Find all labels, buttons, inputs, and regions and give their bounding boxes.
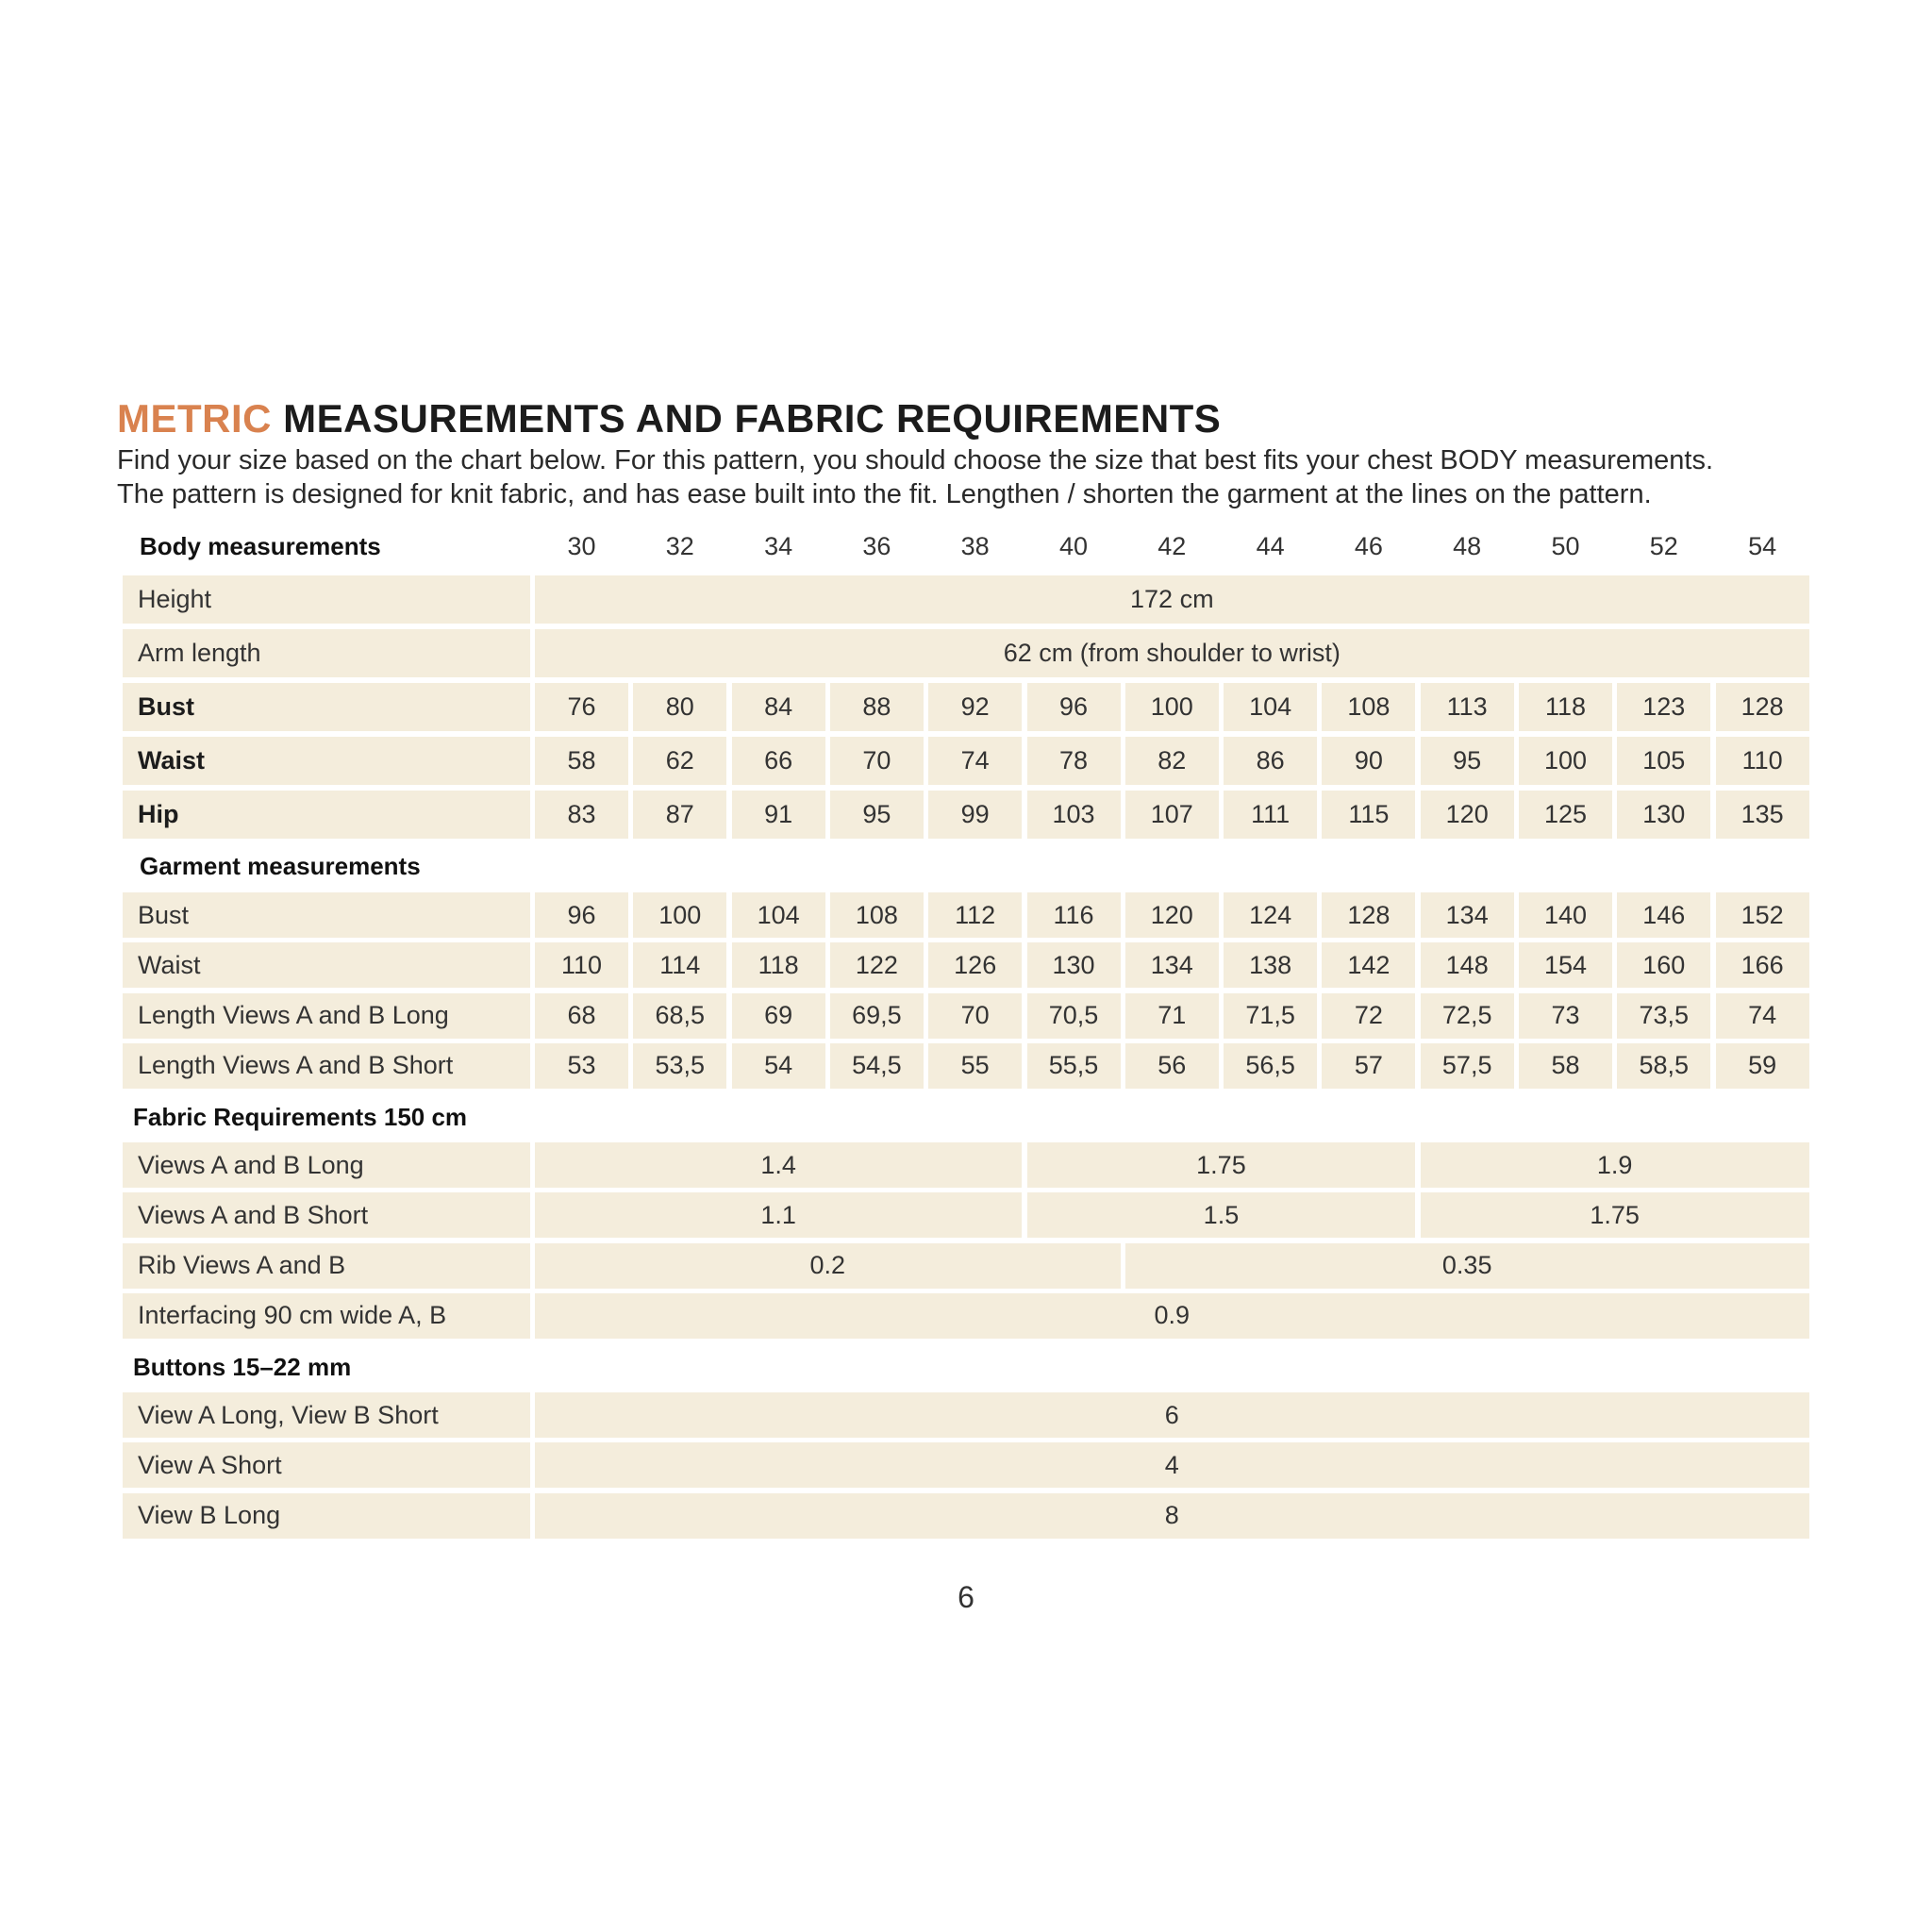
group-value: 0.2 [535, 1243, 1121, 1289]
table-cell: 71,5 [1224, 993, 1317, 1039]
table-cell: 124 [1224, 892, 1317, 938]
table-cell: 69 [732, 993, 825, 1039]
table-cell: 58 [535, 737, 628, 785]
table-cell: 54 [732, 1043, 825, 1089]
section-header-garment: Garment measurements [140, 852, 421, 880]
table-cell: 166 [1716, 942, 1809, 988]
group-value: 1.4 [535, 1142, 1022, 1188]
page-number: 6 [958, 1580, 974, 1614]
table-cell: 58 [1519, 1043, 1612, 1089]
table-cell: 53 [535, 1043, 628, 1089]
table-cell: 76 [535, 683, 628, 731]
table-cell: 112 [928, 892, 1022, 938]
row-label: Views A and B Long [123, 1142, 530, 1188]
row-label: Hip [123, 791, 530, 839]
size-column-header: 40 [1058, 532, 1089, 560]
table-cell: 92 [928, 683, 1022, 731]
group-value: 1.75 [1027, 1142, 1416, 1188]
table-cell: 100 [633, 892, 726, 938]
table-cell: 69,5 [830, 993, 924, 1039]
table-cell: 96 [535, 892, 628, 938]
table-cell: 91 [732, 791, 825, 839]
table-cell: 120 [1421, 791, 1514, 839]
span-value: 6 [535, 1392, 1809, 1438]
size-column-header: 34 [764, 532, 793, 560]
table-cell: 66 [732, 737, 825, 785]
table-cell: 99 [928, 791, 1022, 839]
page-title [117, 396, 1221, 441]
table-cell: 122 [830, 942, 924, 988]
table-cell: 72,5 [1421, 993, 1514, 1039]
row-label: Views A and B Short [123, 1192, 530, 1238]
table-cell: 56,5 [1224, 1043, 1317, 1089]
size-column-header: 42 [1158, 532, 1187, 560]
row-label: Interfacing 90 cm wide A, B [123, 1293, 530, 1339]
table-cell: 83 [535, 791, 628, 839]
row-label: View A Short [123, 1442, 530, 1488]
table-cell: 55,5 [1027, 1043, 1121, 1089]
row-label: View A Long, View B Short [123, 1392, 530, 1438]
table-cell: 134 [1125, 942, 1219, 988]
table-cell: 74 [928, 737, 1022, 785]
intro-line: Find your size based on the chart below. For this pattern, you should choose the size that best fits your chest BODY measurements. [117, 445, 1714, 475]
group-value: 1.5 [1027, 1192, 1416, 1238]
table-cell: 57,5 [1421, 1043, 1514, 1089]
table-cell: 88 [830, 683, 924, 731]
table-cell: 116 [1027, 892, 1121, 938]
table-cell: 111 [1224, 791, 1317, 839]
section-header-fabric: Fabric Requirements 150 cm [133, 1103, 468, 1131]
table-cell: 73 [1519, 993, 1612, 1039]
table-cell: 108 [830, 892, 924, 938]
table-cell: 154 [1519, 942, 1612, 988]
table-cell: 123 [1617, 683, 1710, 731]
table-cell: 104 [1224, 683, 1317, 731]
table-cell: 95 [1421, 737, 1514, 785]
table-cell: 130 [1027, 942, 1121, 988]
size-column-header: 48 [1453, 532, 1482, 560]
table-cell: 90 [1322, 737, 1415, 785]
table-cell: 71 [1125, 993, 1219, 1039]
table-cell: 100 [1125, 683, 1219, 731]
table-cell: 160 [1617, 942, 1710, 988]
table-cell: 86 [1224, 737, 1317, 785]
table-cell: 68 [535, 993, 628, 1039]
table-cell: 58,5 [1617, 1043, 1710, 1089]
table-cell: 62 [633, 737, 726, 785]
table-cell: 105 [1617, 737, 1710, 785]
table-cell: 70 [830, 737, 924, 785]
table-cell: 142 [1322, 942, 1415, 988]
group-value: 0.35 [1125, 1243, 1809, 1289]
span-value: 62 cm (from shoulder to wrist) [535, 629, 1809, 677]
group-value: 1.75 [1421, 1192, 1809, 1238]
table-cell: 110 [535, 942, 628, 988]
group-value: 1.9 [1421, 1142, 1809, 1188]
size-column-header: 30 [567, 532, 596, 560]
table-cell: 138 [1224, 942, 1317, 988]
table-cell: 115 [1322, 791, 1415, 839]
table-cell: 74 [1716, 993, 1809, 1039]
table-cell: 84 [732, 683, 825, 731]
span-value: 8 [535, 1493, 1809, 1539]
table-cell: 55 [928, 1043, 1022, 1089]
row-label: Height [123, 575, 530, 624]
span-value: 172 cm [535, 575, 1809, 624]
table-cell: 53,5 [633, 1043, 726, 1089]
table-cell: 96 [1027, 683, 1121, 731]
span-value: 4 [535, 1442, 1809, 1488]
row-label: Length Views A and B Long [123, 993, 530, 1039]
size-column-header: 36 [862, 532, 891, 560]
table-cell: 118 [1519, 683, 1612, 731]
size-column-header: 50 [1551, 532, 1580, 560]
row-label: Rib Views A and B [123, 1243, 530, 1289]
table-cell: 68,5 [633, 993, 726, 1039]
table-cell: 70 [928, 993, 1022, 1039]
size-column-header: 44 [1256, 532, 1285, 560]
table-cell: 126 [928, 942, 1022, 988]
table-cell: 120 [1125, 892, 1219, 938]
table-cell: 72 [1322, 993, 1415, 1039]
row-label: Waist [123, 942, 530, 988]
table-cell: 125 [1519, 791, 1612, 839]
table-cell: 95 [830, 791, 924, 839]
table-cell: 152 [1716, 892, 1809, 938]
title-accent: METRIC [117, 396, 272, 441]
table-cell: 107 [1125, 791, 1219, 839]
table-cell: 56 [1125, 1043, 1219, 1089]
row-label: View B Long [123, 1493, 530, 1539]
group-value: 0.9 [535, 1293, 1809, 1339]
table-cell: 110 [1716, 737, 1809, 785]
table-cell: 100 [1519, 737, 1612, 785]
size-column-header: 52 [1649, 532, 1678, 560]
size-column-header: 38 [960, 532, 990, 560]
table-cell: 130 [1617, 791, 1710, 839]
row-label: Waist [123, 737, 530, 785]
size-column-header: 46 [1354, 532, 1383, 560]
group-value: 1.1 [535, 1192, 1022, 1238]
row-label: Bust [123, 683, 530, 731]
table-cell: 103 [1027, 791, 1121, 839]
section-header-body: Body measurements [140, 532, 381, 560]
title-rest: MEASUREMENTS AND FABRIC REQUIREMENTS [283, 396, 1222, 441]
size-column-header: 54 [1748, 532, 1777, 560]
table-cell: 148 [1421, 942, 1514, 988]
section-header-buttons: Buttons 15–22 mm [133, 1353, 352, 1381]
table-cell: 113 [1421, 683, 1514, 731]
table-cell: 118 [732, 942, 825, 988]
table-cell: 146 [1617, 892, 1710, 938]
table-cell: 80 [633, 683, 726, 731]
intro-text [117, 443, 1713, 511]
table-cell: 108 [1322, 683, 1415, 731]
table-cell: 134 [1421, 892, 1514, 938]
table-cell: 57 [1322, 1043, 1415, 1089]
row-label: Bust [123, 892, 530, 938]
table-cell: 70,5 [1027, 993, 1121, 1039]
table-cell: 114 [633, 942, 726, 988]
table-cell: 140 [1519, 892, 1612, 938]
table-cell: 104 [732, 892, 825, 938]
table-cell: 128 [1322, 892, 1415, 938]
intro-line: The pattern is designed for knit fabric, and has ease built into the fit. Lengthen / shorten the garment at the lines on the pattern. [117, 479, 1652, 509]
table-cell: 87 [633, 791, 726, 839]
table-cell: 128 [1716, 683, 1809, 731]
table-cell: 82 [1125, 737, 1219, 785]
table-cell: 78 [1027, 737, 1121, 785]
row-label: Arm length [123, 629, 530, 677]
size-column-header: 32 [665, 532, 694, 560]
table-cell: 135 [1716, 791, 1809, 839]
row-label: Length Views A and B Short [123, 1043, 530, 1089]
table-cell: 54,5 [830, 1043, 924, 1089]
table-cell: 59 [1716, 1043, 1809, 1089]
table-cell: 73,5 [1617, 993, 1710, 1039]
